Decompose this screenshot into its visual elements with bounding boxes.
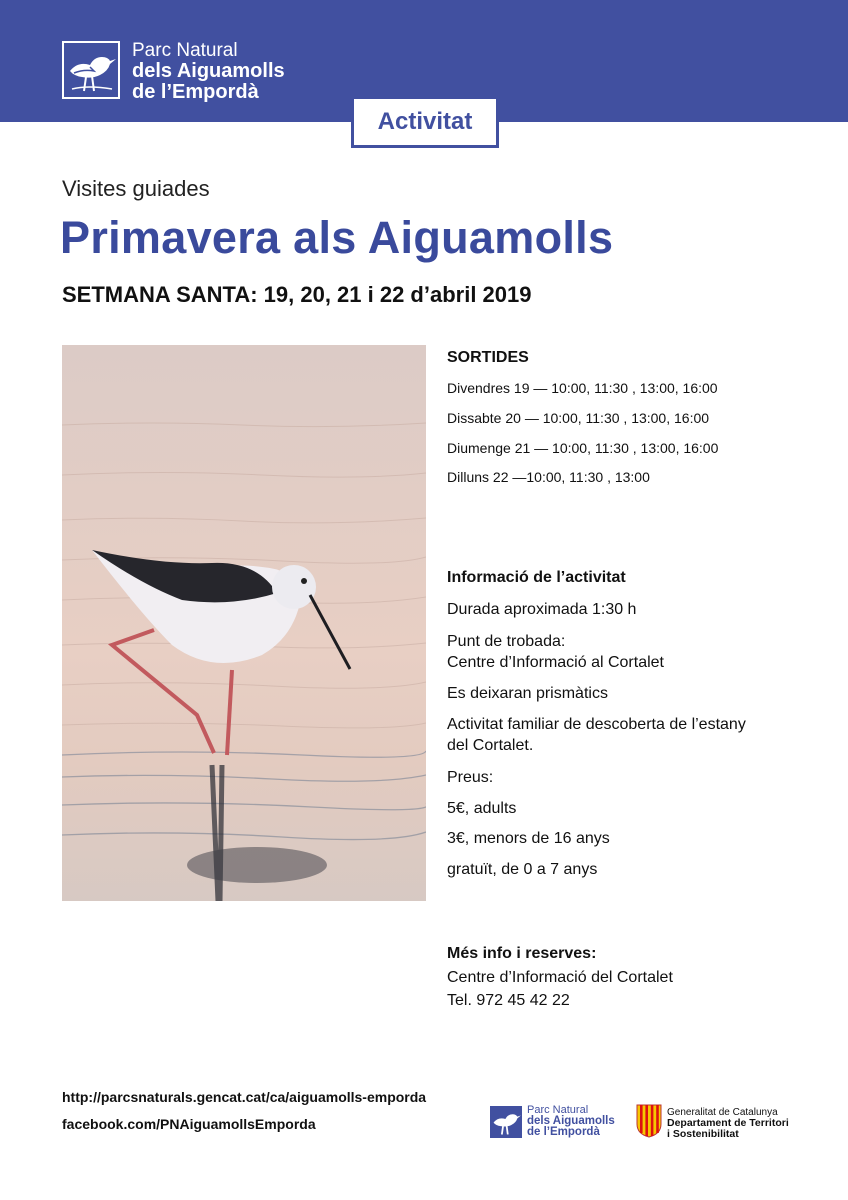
- gencat-line-1: Generalitat de Catalunya: [667, 1107, 778, 1118]
- bird-logo-icon: [62, 41, 120, 99]
- gencat-line-3: i Sostenibilitat: [667, 1128, 739, 1140]
- mini-logo-line-1: Parc Natural: [527, 1104, 589, 1116]
- logo-line-1: Parc Natural: [132, 40, 238, 61]
- mini-logo-line-3: de l’Empordà: [527, 1126, 600, 1138]
- facebook-link[interactable]: facebook.com/PNAiguamollsEmporda: [62, 1116, 316, 1132]
- contact-place: Centre d’Informació del Cortalet: [447, 969, 673, 986]
- info-preus-label: Preus:: [447, 769, 494, 786]
- website-link[interactable]: http://parcsnaturals.gencat.cat/ca/aiguamolls-emporda: [62, 1089, 427, 1105]
- info-preu-menors: 3€, menors de 16 anys: [447, 830, 610, 847]
- contact-title: Més info i reserves:: [447, 945, 597, 962]
- info-prismatics: Es deixaran prismàtics: [447, 685, 608, 702]
- logo-line-3: de l’Empordà: [132, 81, 259, 103]
- mini-logo-line-2: dels Aiguamolls: [527, 1115, 615, 1127]
- event-title: Primavera als Aiguamolls: [60, 212, 614, 263]
- info-durada: Durada aproximada 1:30 h: [447, 601, 637, 618]
- gencat-line-2: Departament de Territori: [667, 1117, 789, 1129]
- event-dates: SETMANA SANTA: 19, 20, 21 i 22 d’abril 2019: [62, 282, 532, 307]
- info-title: Informació de l’activitat: [447, 569, 626, 586]
- bird-photo: [62, 345, 426, 901]
- activitat-tab: Activitat: [351, 96, 499, 148]
- info-preu-adults: 5€, adults: [447, 800, 517, 817]
- event-subtitle: Visites guiades: [62, 176, 210, 201]
- info-preu-gratuit: gratuït, de 0 a 7 anys: [447, 861, 598, 878]
- park-logo-text: [132, 40, 285, 103]
- info-activitat-line2: del Cortalet.: [447, 737, 534, 754]
- schedule-item: Diumenge 21 — 10:00, 11:30 , 13:00, 16:00: [447, 440, 719, 456]
- info-activitat-line1: Activitat familiar de descoberta de l’estany: [447, 716, 746, 733]
- generalitat-logo-text: [667, 1107, 789, 1140]
- info-punt-value: Centre d’Informació al Cortalet: [447, 654, 664, 671]
- contact-phone: Tel. 972 45 42 22: [447, 992, 570, 1009]
- sortides-title: SORTIDES: [447, 349, 529, 366]
- schedule-item: Divendres 19 — 10:00, 11:30 , 13:00, 16:00: [447, 380, 718, 396]
- info-punt-label: Punt de trobada:: [447, 633, 566, 650]
- logo-line-2: dels Aiguamolls: [132, 60, 285, 82]
- mini-park-logo-text: [527, 1105, 615, 1138]
- bird-logo-icon: [490, 1106, 522, 1138]
- generalitat-emblem-icon: [636, 1104, 662, 1138]
- schedule-item: Dissabte 20 — 10:00, 11:30 , 13:00, 16:00: [447, 410, 710, 426]
- schedule-item: Dilluns 22 —10:00, 11:30 , 13:00: [447, 469, 650, 485]
